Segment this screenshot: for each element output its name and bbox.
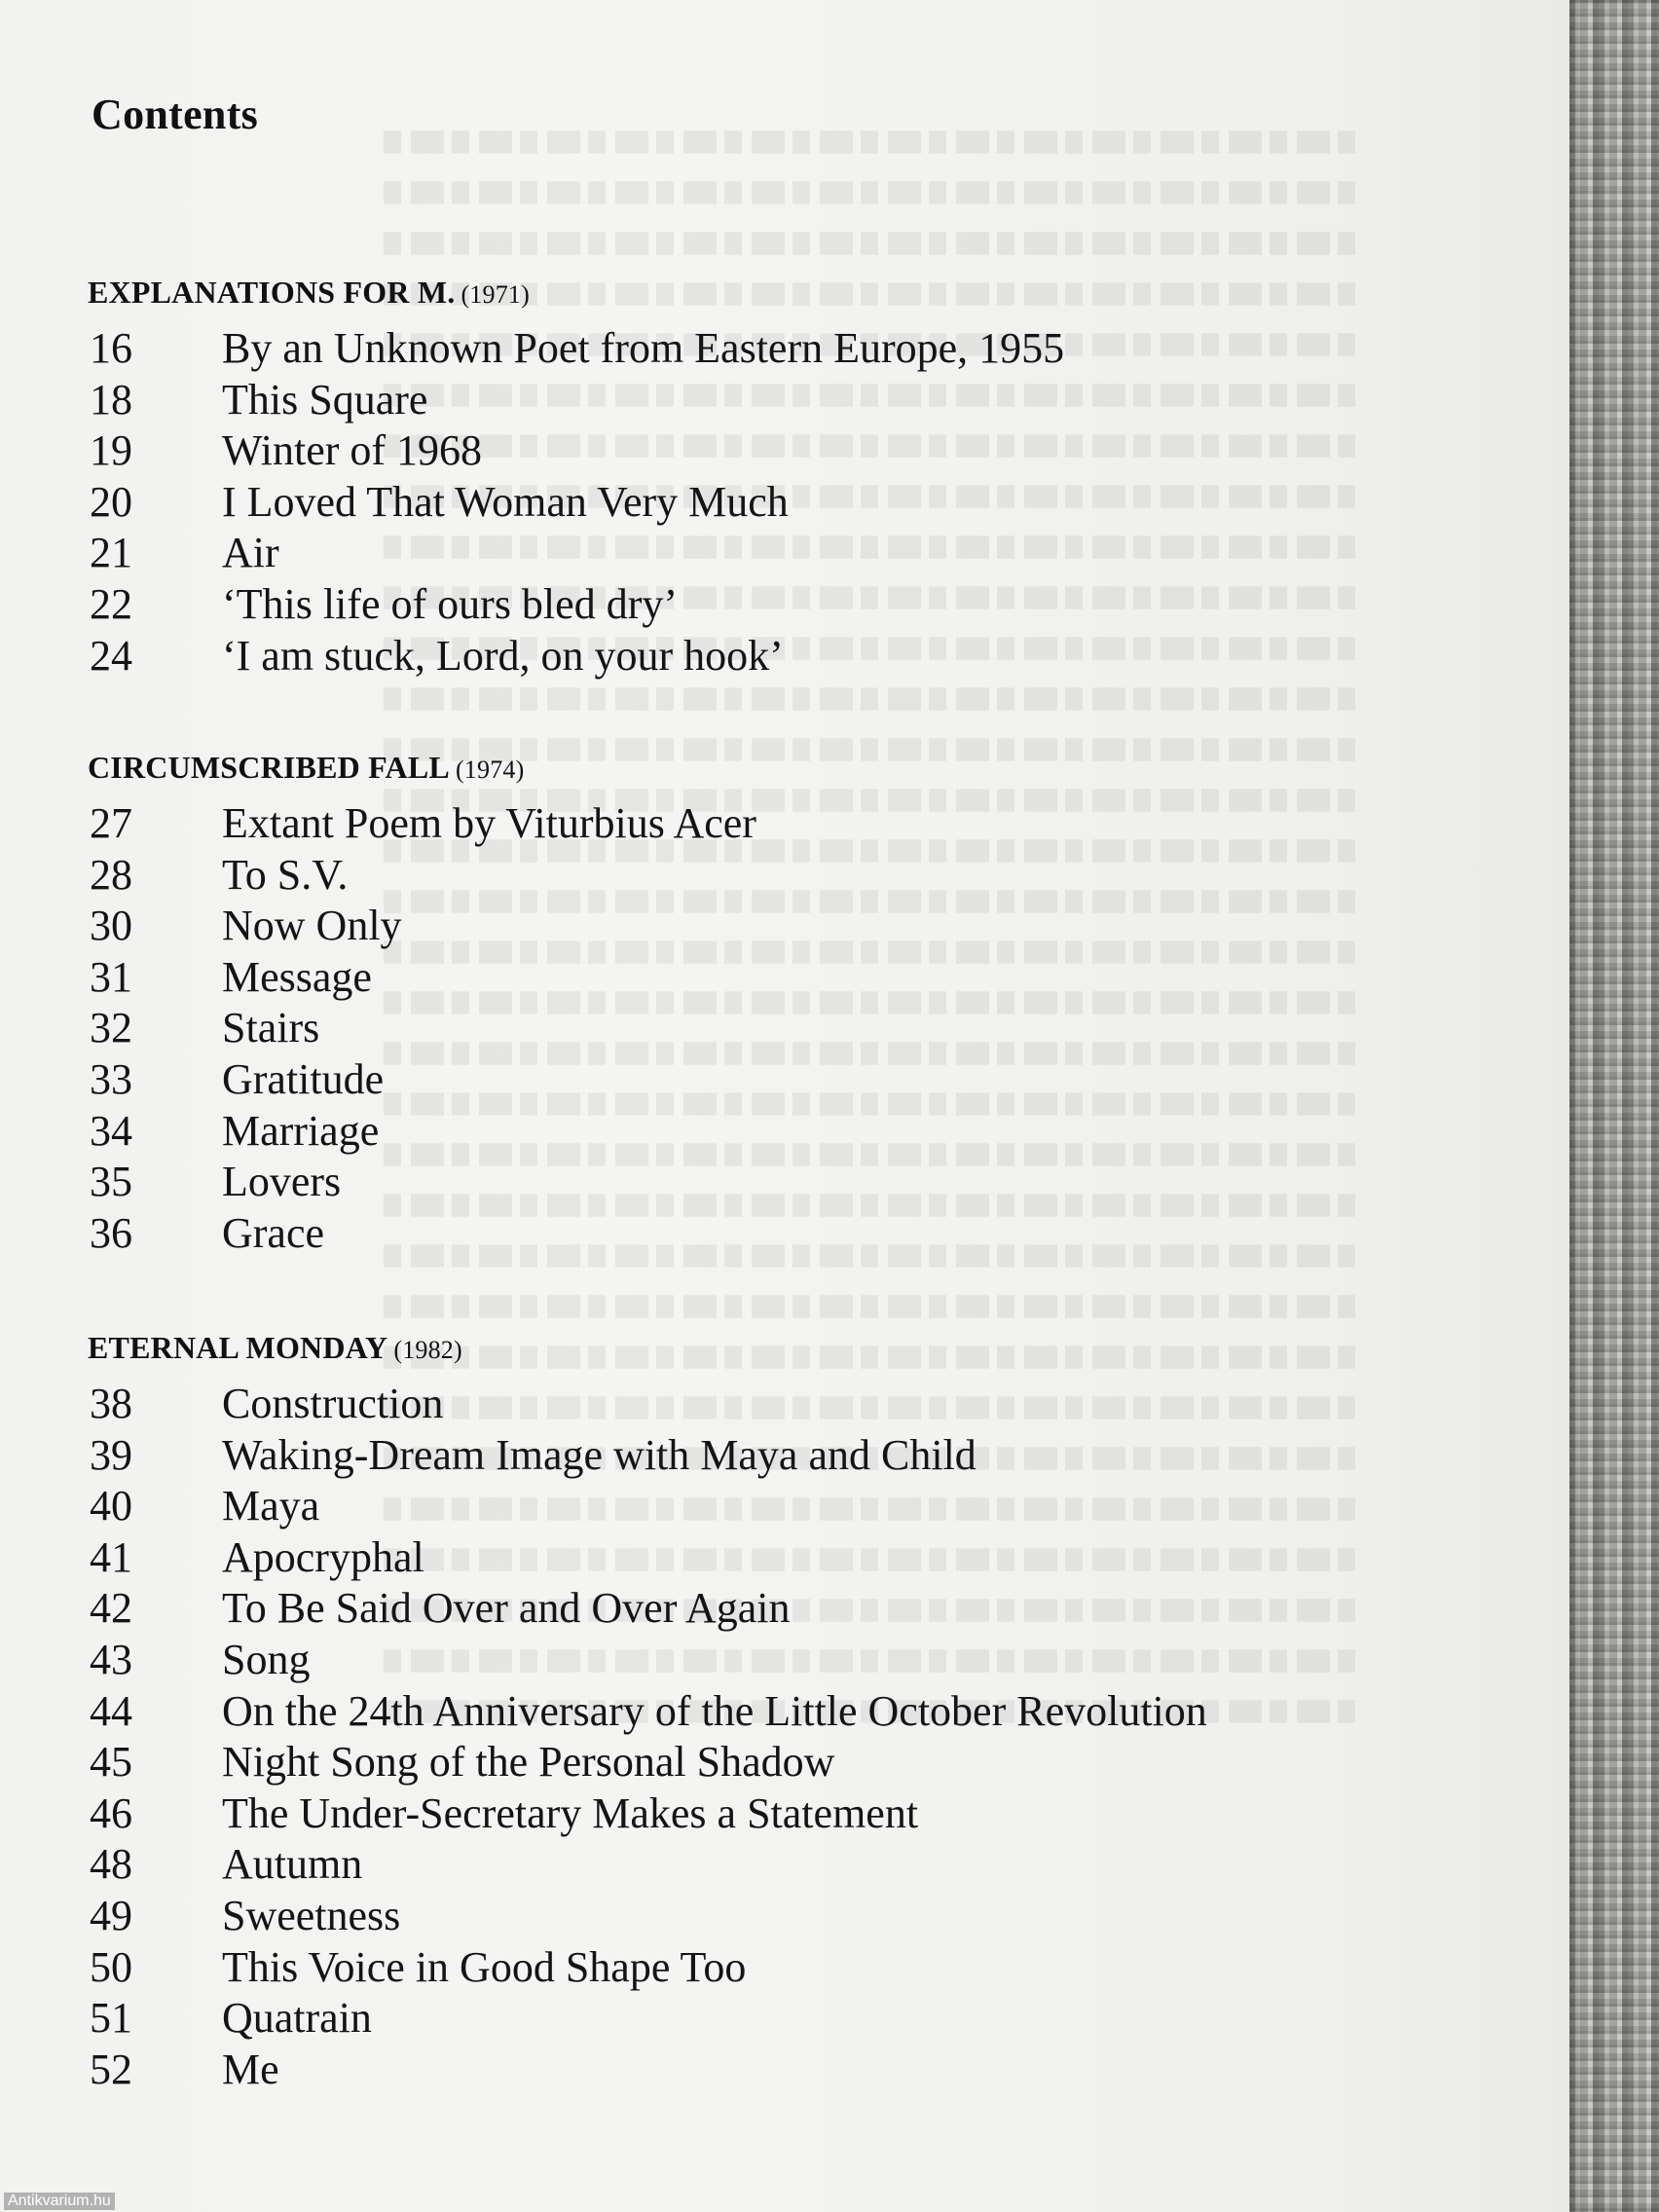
poem-title: The Under-Secretary Makes a Statement — [222, 1788, 919, 1837]
page-number: 18 — [90, 375, 132, 424]
toc-entry — [88, 579, 1431, 631]
book-binding-edge — [1569, 0, 1659, 2212]
poem-title: I Loved That Woman Very Much — [222, 477, 789, 526]
toc-entry — [88, 1054, 1431, 1106]
toc-entry — [88, 1583, 1431, 1635]
page-number: 42 — [90, 1584, 132, 1633]
page-number: 52 — [90, 2045, 132, 2093]
page-number: 32 — [90, 1004, 132, 1052]
poem-title: Autumn — [222, 1840, 363, 1889]
toc-entry — [88, 1942, 1431, 1994]
section-circumscribed-fall — [88, 744, 1431, 1259]
poem-title: Lovers — [222, 1158, 342, 1206]
section-year: (1982) — [393, 1336, 462, 1364]
toc-entry — [88, 323, 1431, 375]
section-heading-text: CIRCUMSCRIBED FALL — [88, 750, 450, 785]
poem-title: Sweetness — [222, 1891, 401, 1939]
page-number: 30 — [90, 902, 132, 950]
toc-entry — [88, 1993, 1431, 2045]
page-number: 51 — [90, 1994, 132, 2043]
page-number: 38 — [90, 1380, 132, 1427]
toc-entry — [88, 1737, 1431, 1788]
toc-entry — [88, 1839, 1431, 1891]
page-number: 31 — [90, 952, 132, 1001]
poem-title: This Voice in Good Shape Too — [222, 1942, 747, 1991]
toc-entry — [88, 798, 1431, 850]
page-number: 41 — [90, 1532, 132, 1581]
toc-entry — [88, 1891, 1431, 1942]
section-year: (1974) — [455, 756, 525, 784]
page-number: 39 — [90, 1430, 132, 1479]
section-heading-text: EXPLANATIONS FOR M. — [88, 275, 456, 310]
poem-title: This Square — [222, 375, 428, 424]
watermark: Antikvarium.hu — [4, 2193, 115, 2210]
page-number: 28 — [90, 850, 132, 899]
entry-list — [88, 323, 1431, 682]
page-number: 16 — [90, 324, 132, 372]
toc-entry — [88, 375, 1431, 426]
poem-title: By an Unknown Poet from Eastern Europe, 1955 — [222, 324, 1065, 372]
page-number: 21 — [90, 529, 132, 577]
poem-title: ‘I am stuck, Lord, on your hook’ — [222, 631, 784, 680]
section-heading-text: ETERNAL MONDAY — [88, 1330, 388, 1365]
poem-title: Message — [222, 952, 372, 1001]
poem-title: Marriage — [222, 1106, 380, 1155]
page-number: 36 — [90, 1208, 132, 1257]
page-number: 43 — [90, 1635, 132, 1683]
section-eternal-monday — [88, 1324, 1431, 2095]
page-number: 34 — [90, 1106, 132, 1155]
section-heading — [88, 1324, 1431, 1371]
toc-entry — [88, 1157, 1431, 1208]
toc-entry — [88, 1481, 1431, 1532]
toc-entry — [88, 850, 1431, 902]
page-number: 22 — [90, 579, 132, 628]
poem-title: Stairs — [222, 1004, 320, 1052]
poem-title: Maya — [222, 1482, 320, 1530]
toc-entry — [88, 2045, 1431, 2096]
poem-title: Me — [222, 2045, 279, 2093]
toc-entry — [88, 901, 1431, 952]
poem-title: Waking-Dream Image with Maya and Child — [222, 1430, 977, 1479]
page-number: 27 — [90, 799, 132, 847]
toc-entry — [88, 1003, 1431, 1054]
toc-entry — [88, 1379, 1431, 1430]
section-heading — [88, 744, 1431, 791]
page-number: 49 — [90, 1891, 132, 1939]
section-explanations-for-m — [88, 269, 1431, 682]
page-number: 20 — [90, 477, 132, 526]
poem-title: Grace — [222, 1208, 325, 1257]
page-number: 46 — [90, 1788, 132, 1837]
toc-entry — [88, 1686, 1431, 1738]
poem-title: Construction — [222, 1380, 444, 1427]
section-year: (1971) — [461, 280, 530, 309]
poem-title: Extant Poem by Viturbius Acer — [222, 799, 756, 847]
toc-entry — [88, 528, 1431, 579]
toc-entry — [88, 1635, 1431, 1686]
poem-title: On the 24th Anniversary of the Little October Revolution — [222, 1686, 1207, 1735]
poem-title: Apocryphal — [222, 1532, 424, 1581]
toc-entry — [88, 1208, 1431, 1260]
poem-title: Quatrain — [222, 1994, 372, 2043]
page-number: 50 — [90, 1942, 132, 1991]
toc-entry — [88, 1788, 1431, 1840]
poem-title: ‘This life of ours bled dry’ — [222, 579, 678, 628]
toc-entry — [88, 1532, 1431, 1584]
poem-title: Night Song of the Personal Shadow — [222, 1738, 835, 1787]
toc-entry — [88, 477, 1431, 529]
page-number: 44 — [90, 1686, 132, 1735]
page-number: 45 — [90, 1738, 132, 1787]
page-number: 40 — [90, 1482, 132, 1530]
toc-entry — [88, 425, 1431, 477]
poem-title: Song — [222, 1635, 311, 1683]
entry-list — [88, 1379, 1431, 2095]
page-title: Contents — [92, 91, 259, 138]
poem-title: Gratitude — [222, 1054, 385, 1103]
page-number: 48 — [90, 1840, 132, 1889]
page-number: 24 — [90, 631, 132, 680]
section-heading — [88, 269, 1431, 315]
toc-entry — [88, 631, 1431, 682]
page-number: 19 — [90, 426, 132, 475]
poem-title: To Be Said Over and Over Again — [222, 1584, 791, 1633]
poem-title: To S.V. — [222, 850, 349, 899]
entry-list — [88, 798, 1431, 1259]
toc-entry — [88, 1106, 1431, 1158]
poem-title: Air — [222, 529, 279, 577]
page-number: 35 — [90, 1158, 132, 1206]
toc-entry — [88, 952, 1431, 1004]
page-number: 33 — [90, 1054, 132, 1103]
toc-entry — [88, 1430, 1431, 1482]
poem-title: Now Only — [222, 902, 402, 950]
poem-title: Winter of 1968 — [222, 426, 483, 475]
